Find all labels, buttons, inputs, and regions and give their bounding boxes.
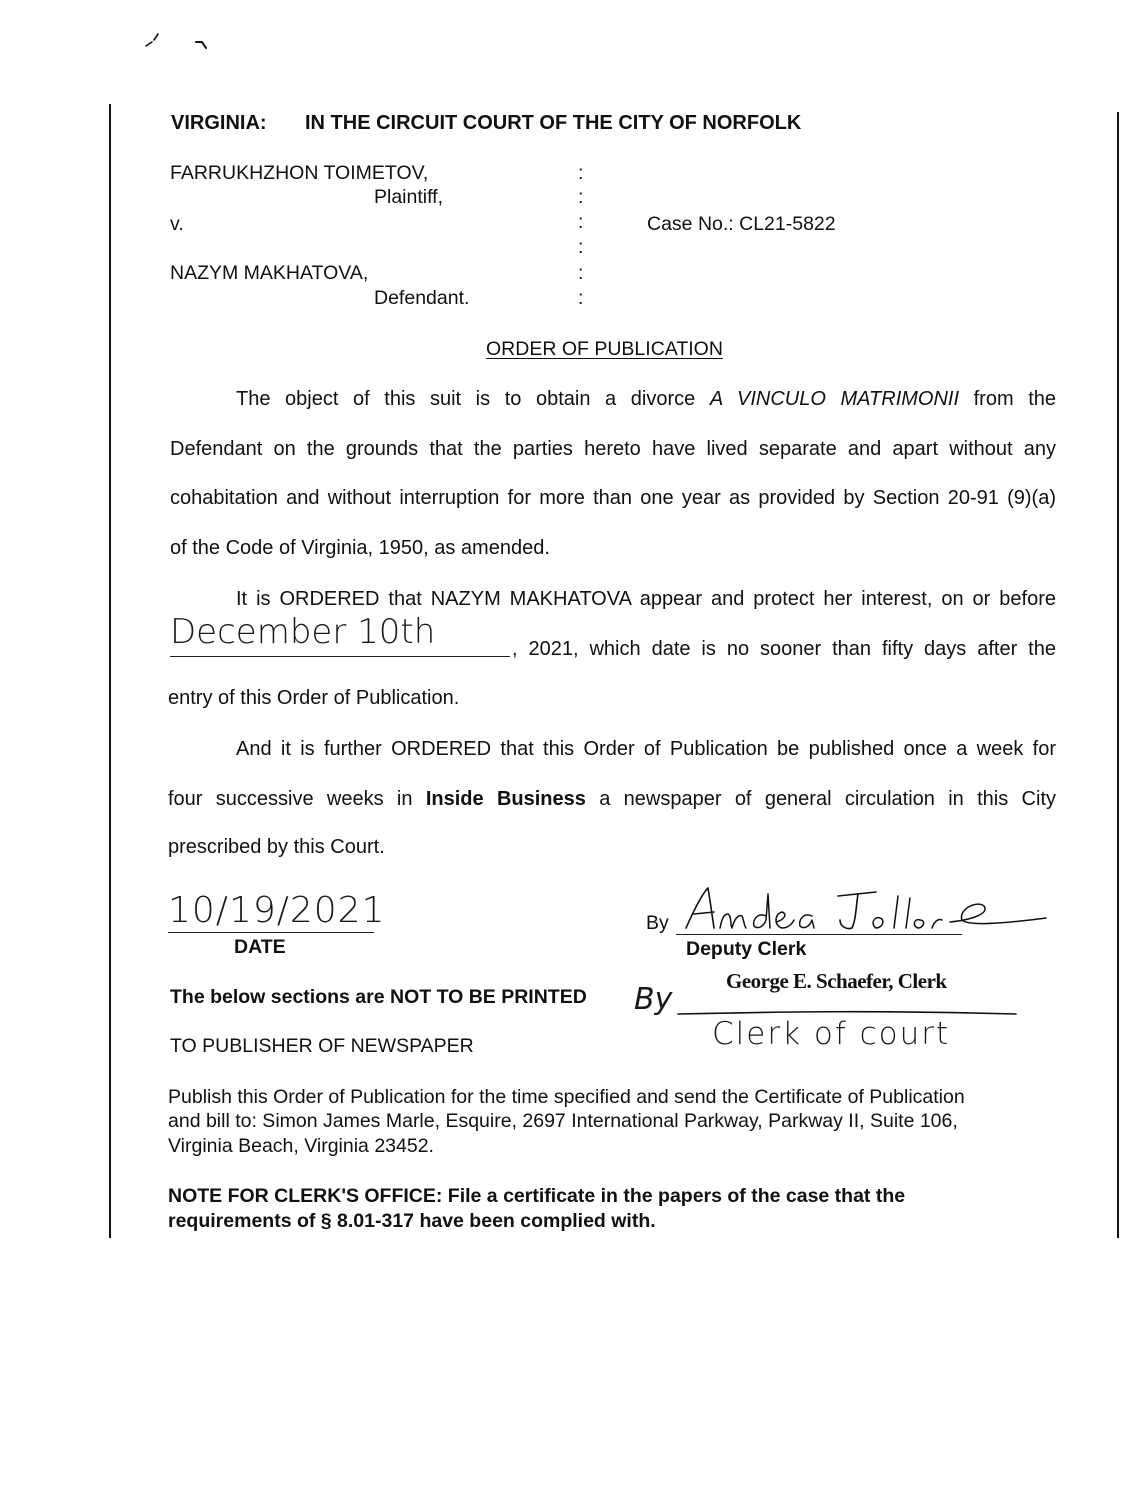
date-label: DATE bbox=[234, 936, 286, 958]
body-line: , 2021, which date is no sooner than fifty days after the bbox=[512, 638, 1056, 660]
body-line: Defendant on the grounds that the parties hereto have lived separate and apart without any bbox=[170, 438, 1056, 460]
right-margin-bar bbox=[1117, 112, 1119, 1238]
court-name: IN THE CIRCUIT COURT OF THE CITY OF NORFOLK bbox=[305, 112, 802, 134]
defendant-role: Defendant. bbox=[374, 287, 470, 309]
left-margin-bar bbox=[109, 104, 111, 1238]
plaintiff-role: Plaintiff, bbox=[374, 186, 444, 208]
case-number bbox=[647, 213, 836, 236]
body-line: And it is further ORDERED that this Order of Publication be published once a week for bbox=[236, 738, 1056, 760]
handwritten-appearance-date: December 10th bbox=[170, 612, 436, 652]
publisher-heading: TO PUBLISHER OF NEWSPAPER bbox=[170, 1035, 474, 1057]
caption-colon: : bbox=[578, 262, 584, 284]
caption-colon: : bbox=[578, 287, 584, 309]
clerk-note-line: NOTE FOR CLERK'S OFFICE: File a certificate in the papers of the case that the bbox=[168, 1185, 906, 1207]
body-line: It is ORDERED that NAZYM MAKHATOVA appear and protect her interest, on or before bbox=[236, 588, 1056, 610]
versus: v. bbox=[170, 213, 184, 235]
clerk-stamp: George E. Schaefer, Clerk bbox=[726, 969, 947, 993]
clerk-note-line: requirements of § 8.01-317 have been complied with. bbox=[168, 1210, 656, 1232]
body-line: cohabitation and without interruption for more than one year as provided by Section 20-91 (9)(a) bbox=[170, 487, 1056, 509]
not-printed-notice: The below sections are NOT TO BE PRINTED bbox=[170, 986, 587, 1008]
handwritten-clerk-of-court: Clerk of court bbox=[712, 1016, 951, 1052]
case-number-value: CL21-5822 bbox=[739, 213, 836, 235]
by-label: By bbox=[646, 912, 669, 934]
case-number-label: Case No.: bbox=[647, 213, 734, 235]
caption-colon: : bbox=[578, 211, 584, 233]
body-line: prescribed by this Court. bbox=[168, 836, 385, 858]
publisher-instructions-line: and bill to: Simon James Marle, Esquire, 2697 International Parkway, Parkway II, Suite 106, bbox=[168, 1110, 958, 1132]
deputy-clerk-signature bbox=[680, 880, 1060, 940]
plaintiff-name: FARRUKHZHON TOIMETOV, bbox=[170, 162, 429, 184]
caption-colon: : bbox=[578, 162, 584, 184]
court-state-label: VIRGINIA: bbox=[171, 112, 267, 134]
handwritten-by: By bbox=[634, 982, 673, 1017]
defendant-name: NAZYM MAKHATOVA, bbox=[170, 262, 369, 284]
body-line: entry of this Order of Publication. bbox=[168, 687, 460, 709]
deputy-clerk-label: Deputy Clerk bbox=[686, 938, 807, 960]
caption-colon: : bbox=[578, 236, 584, 258]
scan-specks bbox=[140, 28, 220, 52]
latin-phrase: A VINCULO MATRIMONII bbox=[709, 388, 960, 410]
publisher-instructions-line: Publish this Order of Publication for the time specified and send the Certificate of Publication bbox=[168, 1086, 965, 1108]
body-line: of the Code of Virginia, 1950, as amended. bbox=[170, 537, 550, 559]
caption-colon: : bbox=[578, 186, 584, 208]
body-line: four successive weeks in Inside Business a newspaper of general circulation in this City bbox=[168, 788, 1056, 810]
body-line: The object of this suit is to obtain a divorce A VINCULO MATRIMONII from the bbox=[236, 388, 1057, 410]
document-title: ORDER OF PUBLICATION bbox=[486, 338, 723, 360]
handwritten-date-blank bbox=[170, 612, 510, 657]
publisher-instructions-line: Virginia Beach, Virginia 23452. bbox=[168, 1135, 434, 1157]
date-signature-line bbox=[168, 890, 386, 933]
handwritten-order-date: 10/19/2021 bbox=[168, 890, 386, 931]
newspaper-name: Inside Business bbox=[425, 788, 586, 810]
